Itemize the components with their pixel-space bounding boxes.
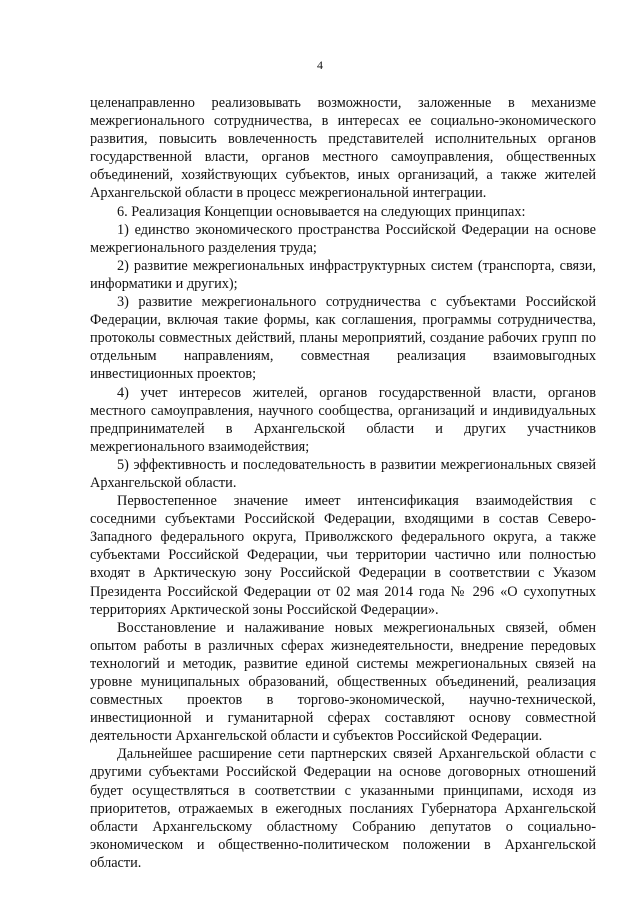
principle-item-2: 2) развитие межрегиональных инфраструктурных систем (транспорта, связи, информатики и других); (90, 257, 596, 292)
paragraph-priority: Первостепенное значение имеет интенсификация взаимодействия с соседними субъектами Российской Федерации, входящими в состав Северо-Западного федерального округа, Приволжского федерального округа, а также субъектами Российской Федерации, чьи территории частично или полностью входят в Арктическую зону Российской Федерации в соответствии с Указом Президента Российской Федерации от 02 мая 2014 года № 296 «О сухопутных территориях Арктической зоны Российской Федерации». (90, 493, 596, 618)
paragraph-restoration: Восстановление и налаживание новых межрегиональных связей, обмен опытом работы в различных сферах жизнедеятельности, внедрение передовых технологий и методик, развитие единой системы межрегиональных связей на уровне муниципальных образований, общественных объединений, реализация совместных проектов в торгово-экономической, научно-технической, инвестиционной и гуманитарной сферах составляют основу совместной деятельности Архангельской области и субъектов Российской Федерации. (90, 619, 596, 745)
principle-item-3: 3) развитие межрегионального сотрудничества с субъектами Российской Федерации, включая такие формы, как соглашения, программы сотрудничества, протоколы совместных действий, планы мероприятий, создание рабочих групп по отдельным направлениям, совместная реализация взаимовыгодных инвестиционных проектов; (90, 294, 596, 383)
principle-item-1: 1) единство экономического пространства Российской Федерации на основе межрегионального разделения труда; (90, 221, 596, 256)
paragraph-section-6: 6. Реализация Концепции основывается на следующих принципах: (117, 203, 526, 220)
principle-item-5: 5) эффективность и последовательность в развитии межрегиональных связей Архангельской области. (90, 456, 596, 491)
paragraph-continuation: целенаправленно реализовывать возможности, заложенные в механизме межрегионального сотрудничества, в интересах ее социально-экономического развития, повысить вовлеченность представителей исполнительных органов государственной власти, органов местного самоуправления, общественных объединений, хозяйствующих субъектов, иных организаций, а также жителей Архангельской области в процесс межрегиональной интеграции. (90, 95, 596, 202)
document-body (90, 94, 596, 872)
page-number: 4 (317, 58, 323, 72)
principle-item-4: 4) учет интересов жителей, органов государственной власти, органов местного самоуправления, научного сообщества, организаций и индивидуальных предпринимателей в Архангельской области и других участников межрегионального взаимодействия; (90, 384, 596, 455)
paragraph-expansion: Дальнейшее расширение сети партнерских связей Архангельской области с другими субъектами Российской Федерации на основе договорных отношений будет осуществляться в соответствии с указанными принципами, исходя из приоритетов, отражаемых в ежегодных посланиях Губернатора Архангельской области Архангельскому областному Собранию депутатов о социально-экономическом и общественно-политическом положении в Архангельской области. (90, 746, 596, 871)
